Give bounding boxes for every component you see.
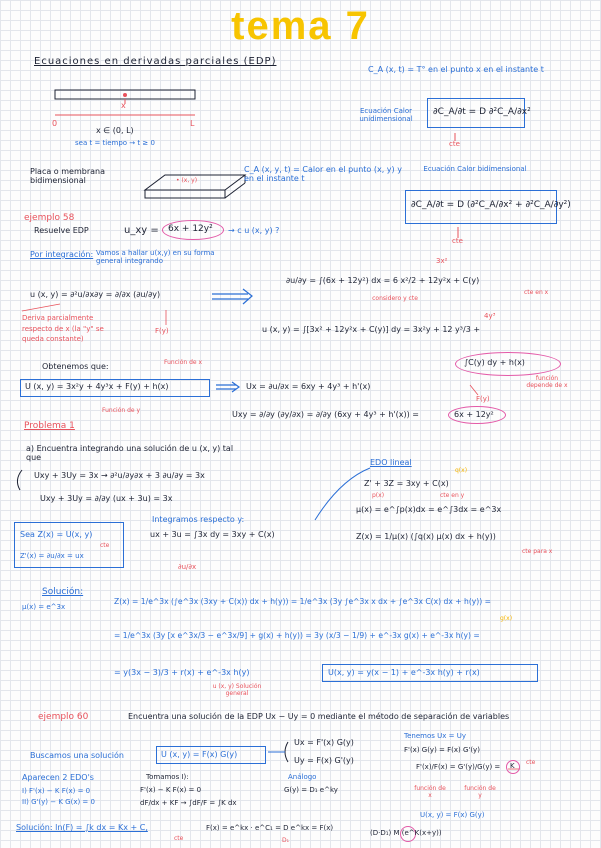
- ux-form: Ux = F'(x) G(y): [294, 738, 354, 747]
- tomamos-eq1: F'(x) − K F(x) = 0: [140, 786, 202, 794]
- por-integracion-desc: Vamos a hallar u(x,y) en su forma general integrando: [96, 249, 215, 265]
- fn-of-y: función de y: [464, 785, 496, 799]
- axis-zero: 0: [52, 119, 58, 128]
- example-60-label: ejemplo 60: [38, 712, 89, 722]
- solucion-ej60: Solución: ln(F) = ∫k dx = Kx + C,: [16, 823, 148, 832]
- cte-en-x-note: cte en x: [524, 289, 549, 296]
- cte-label: cte: [449, 140, 460, 148]
- edo-2: II) G'(y) − K G(x) = 0: [22, 798, 95, 806]
- tomamos-eq2: dF/dx + KF → ∫dF/F = ∫K dx: [140, 799, 237, 807]
- k-constant: K: [510, 762, 515, 770]
- u-integral: u (x, y) = ∫[3x² + 12y²x + C(y)] dy = 3x²y + 12 y³/3 +: [262, 325, 481, 334]
- example-60-statement: Encuentra una solución de la EDP Ux − Uy = 0 mediante el método de separación de variables: [128, 712, 510, 721]
- fy2-label: F(y): [476, 395, 490, 403]
- d1-label: D₁: [282, 837, 290, 844]
- cte3-label: cte: [100, 542, 110, 549]
- solucion-label: Solución:: [42, 587, 84, 597]
- heat2-eq-label: Ecuación Calor bidimensional: [423, 165, 527, 173]
- g-solution: G(y) = D₁ e^ky: [284, 786, 338, 794]
- por-integracion: Por integración:: [30, 250, 94, 259]
- ca2-definition: C_A (x, y, t) = Calor en el punto (x, y) y en el instante t: [244, 165, 402, 183]
- integral-eq: ux + 3u = ∫3x dy = 3xy + C(x): [150, 530, 275, 539]
- example-58-label: ejemplo 58: [24, 213, 75, 223]
- x-cubed-note: 3x²: [436, 257, 448, 265]
- funcion-de-y-label: Función de y: [102, 407, 141, 414]
- g-of-x: g(x): [500, 615, 513, 622]
- du-dy-integral: ∂u/∂y = ∫(6x + 12y²) dx = 6 x²/2 + 12y²x + C(y): [286, 276, 480, 285]
- aparecen-text: Aparecen 2 EDO's: [22, 773, 94, 782]
- z-solution: Z(x) = 1/μ(x) (∫q(x) μ(x) dx + h(y)): [356, 532, 496, 541]
- p-of-x: p(x): [372, 492, 385, 499]
- cte2-label: cte: [452, 237, 463, 245]
- heat-eq-label: Ecuación Calor unidimensional: [359, 107, 413, 123]
- buscamos-text: Buscamos una solución: [30, 751, 124, 760]
- deriva-note: Deriva parcialmente respecto de x (la "y" se queda constante): [22, 314, 104, 343]
- y3-note: 4y³: [484, 312, 496, 320]
- edo-1: I) F'(x) − K F(x) = 0: [22, 787, 91, 795]
- result-formula: U (x, y) = 3x²y + 4y³x + F(y) + h(x): [25, 382, 169, 391]
- uxy-result: 6x + 12y²: [454, 410, 494, 419]
- separation-form: U (x, y) = F(x) G(y): [161, 750, 238, 759]
- final-solution: U(x, y) = y(x − 1) + e^-3x h(y) + r(x): [328, 668, 480, 677]
- analogo-text: Análogo: [288, 773, 317, 781]
- solucion-general: u (x, y) Solución general: [212, 683, 262, 697]
- page-title: tema 7: [231, 4, 370, 48]
- eq-lhs: u_xy =: [124, 225, 159, 236]
- membrane-point: [123, 93, 127, 97]
- heat2-eq-formula: ∂C_A/∂t = D (∂²C_A/∂x² + ∂²C_A/∂y²): [411, 200, 571, 210]
- z-prime: Z'(x) = ∂u/∂x = ux: [20, 552, 84, 560]
- time-def: sea t = tiempo → t ≥ 0: [75, 139, 155, 147]
- ratio-eq: F'(x)/F(x) = G'(y)/G(y) =: [416, 763, 501, 771]
- cte-en-y: cte en y: [440, 492, 465, 499]
- funcion-x-note: función depende de x: [526, 375, 568, 389]
- problem-eq2: Uxy + 3Uy = ∂/∂y (ux + 3u) = 3x: [40, 494, 173, 503]
- uy-form: Uy = F(x) G'(y): [294, 756, 354, 765]
- cte4-label: cte: [526, 759, 536, 766]
- problem-1-statement: a) Encuentra integrando una solución de u (x, y) tal que: [26, 444, 234, 462]
- obtenemos-text: Obtenemos que:: [42, 362, 109, 371]
- considero-note: considero y cte: [372, 295, 418, 302]
- long-equation-2: = 1/e^3x (3y [x e^3x/3 − e^3x/9] + g(x) + h(y)) = 3y (x/3 − 1/9) + e^-3x g(x) + e^-3x h(y) =: [114, 631, 480, 640]
- eq-tail: → c u (x, y) ?: [228, 226, 280, 235]
- tenemos-text: Tenemos Ux = Uy: [404, 732, 466, 740]
- edo-equation: Z' + 3Z = 3xy + C(x): [364, 479, 449, 488]
- x-mark: x: [121, 101, 126, 110]
- q-of-x: q(x): [455, 467, 468, 474]
- edo-lineal-label: EDO lineal: [370, 458, 412, 467]
- eq-rhs: 6x + 12y²: [168, 224, 213, 234]
- tomamos-text: Tomamos I):: [146, 773, 189, 781]
- problem-eq1: Uxy + 3Uy = 3x → ∂²u/∂y∂x + 3 ∂u/∂y = 3x: [34, 471, 205, 480]
- cte-para-x: cte para x: [522, 548, 553, 555]
- sea-z: Sea Z(x) = U(x, y): [20, 530, 93, 539]
- ca-definition: C_A (x, t) = T° en el punto x en el instante t: [368, 65, 544, 74]
- plate-label: Placa o membrana bidimensional: [30, 167, 105, 185]
- mu-definition: μ(x) = e^∫p(x)dx = e^∫3dx = e^3x: [356, 505, 502, 514]
- long-equation-1: Z(x) = 1/e^3x (∫e^3x (3xy + C(x)) dx + h(y)) = 1/e^3x (3y ∫e^3x x dx + ∫e^3x C(x) dx + h(y)) =: [114, 597, 491, 606]
- int-cy: ∫C(y) dy + h(x): [464, 358, 525, 367]
- tenemos-eq: F'(x) G(y) = F(x) G'(y): [404, 746, 480, 754]
- integramos-label: Integramos respecto y:: [152, 515, 245, 524]
- plate-point: • (x, y): [176, 177, 198, 184]
- uxy-check: Uxy = ∂/∂y (∂y/∂x) = ∂/∂y (6xy + 4y³ + h'(x)) =: [232, 410, 419, 419]
- mu-value: μ(x) = e^3x: [22, 603, 66, 611]
- funcion-de-x-label: Función de x: [164, 359, 203, 366]
- u-solution: U(x, y) = F(x) G(y): [420, 811, 485, 819]
- section-heading: Ecuaciones en derivadas parciales (EDP): [34, 56, 277, 67]
- uxy-definition: u (x, y) = ∂²u/∂x∂y = ∂/∂x (∂u/∂y): [30, 290, 161, 299]
- problem-1-label: Problema 1: [24, 421, 75, 431]
- axis-L: L: [190, 119, 195, 128]
- fn-of-x: función de x: [414, 785, 446, 799]
- ux-derivative: Ux = ∂u/∂x = 6xy + 4y³ + h'(x): [246, 382, 371, 391]
- c1-cte: cte: [174, 835, 184, 842]
- final-ej60: (D·D₁) M (e^K(x+y)): [370, 829, 442, 837]
- x-domain: x ∈ (0, L): [96, 126, 134, 135]
- heat-eq-formula: ∂C_A/∂t = D ∂²C_A/∂x²: [433, 107, 531, 117]
- plate-front: [145, 190, 225, 198]
- resuelve-text: Resuelve EDP: [34, 226, 89, 235]
- f-solution: F(x) = e^kx · e^C₁ = D e^kx = F(x): [206, 824, 334, 832]
- fy-label: F(y): [155, 327, 169, 335]
- du-dx-label: ∂u/∂x: [178, 563, 197, 571]
- long-equation-3: = y(3x − 3)/3 + r(x) + e^-3x h(y): [114, 668, 250, 677]
